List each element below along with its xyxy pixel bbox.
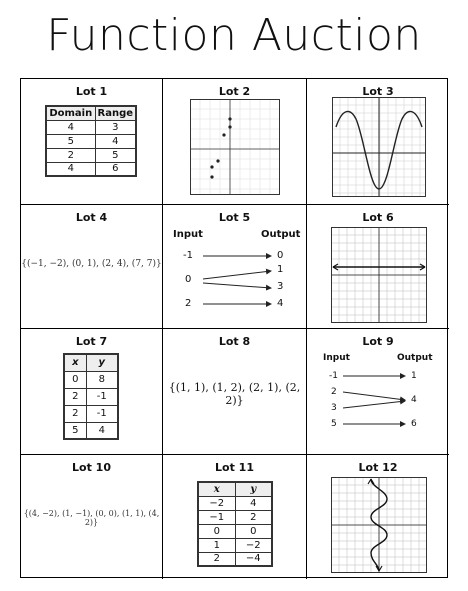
input-value: 2 xyxy=(331,387,337,397)
table-cell: 8 xyxy=(86,371,118,388)
lot-8-set: {(1, 1), (1, 2), (2, 1), (2, 2)} xyxy=(168,381,301,407)
lot-1-table xyxy=(45,105,137,177)
page-title: Function Auction xyxy=(46,10,422,61)
lot-9-mapping-arrows xyxy=(307,329,449,455)
table-cell: 2 xyxy=(46,148,95,162)
lot-12-label: Lot 12 xyxy=(358,461,398,474)
input-value: -1 xyxy=(183,250,193,261)
table-cell: 4 xyxy=(235,496,272,510)
lot-5-mapping-arrows xyxy=(163,205,307,329)
lot-12-curve-graph xyxy=(331,477,427,573)
table-header: y xyxy=(235,482,272,496)
table-cell: 4 xyxy=(46,120,95,134)
table-cell: 0 xyxy=(198,524,235,538)
lot-3-cell xyxy=(307,79,449,205)
table-cell: 5 xyxy=(46,134,95,148)
lot-6-line-graph xyxy=(331,227,427,323)
table-header: x xyxy=(64,354,86,371)
lot-2-scatter-graph xyxy=(190,99,280,195)
lot-2-cell xyxy=(163,79,307,205)
lot-11-label: Lot 11 xyxy=(215,461,254,474)
output-value: 1 xyxy=(411,371,417,381)
table-cell: 4 xyxy=(46,162,95,176)
input-header: Input xyxy=(323,353,350,363)
lot-12-cell xyxy=(307,455,449,579)
output-header: Output xyxy=(261,229,301,240)
table-cell: 3 xyxy=(95,120,136,134)
table-cell: 2 xyxy=(198,552,235,566)
table-cell: 6 xyxy=(95,162,136,176)
lot-7-label: Lot 7 xyxy=(75,335,108,348)
lot-11-cell xyxy=(163,455,307,579)
table-cell: 5 xyxy=(64,422,86,439)
input-value: -1 xyxy=(329,371,338,381)
lot-9-cell xyxy=(307,329,449,455)
table-cell: 2 xyxy=(235,510,272,524)
table-cell: -1 xyxy=(86,388,118,405)
table-header: x xyxy=(198,482,235,496)
table-header: y xyxy=(86,354,118,371)
lot-10-label: Lot 10 xyxy=(72,461,111,474)
table-cell: 5 xyxy=(95,148,136,162)
table-cell: -1 xyxy=(86,405,118,422)
table-cell: 0 xyxy=(235,524,272,538)
output-value: 4 xyxy=(277,298,284,309)
lot-1-cell xyxy=(21,79,163,205)
lot-5-cell xyxy=(163,205,307,329)
table-cell: 2 xyxy=(64,388,86,405)
table-cell: −1 xyxy=(198,510,235,524)
lot-2-label: Lot 2 xyxy=(218,85,251,98)
lot-4-set: {(−1, −2), (0, 1), (2, 4), (7, 7)} xyxy=(21,259,162,269)
table-cell: 0 xyxy=(64,371,86,388)
table-cell: −2 xyxy=(235,538,272,552)
lot-11-table xyxy=(197,481,273,567)
output-value: 6 xyxy=(411,419,417,429)
lot-8-cell xyxy=(163,329,307,455)
table-header: Range xyxy=(95,106,136,120)
lot-4-label: Lot 4 xyxy=(75,211,108,224)
lot-5-label: Lot 5 xyxy=(218,211,251,224)
input-value: 0 xyxy=(185,274,192,285)
lot-7-cell xyxy=(21,329,163,455)
lot-10-cell xyxy=(21,455,163,579)
table-cell: 4 xyxy=(95,134,136,148)
lot-7-table xyxy=(63,353,119,440)
lot-4-cell xyxy=(21,205,163,329)
table-cell: 1 xyxy=(198,538,235,552)
input-value: 3 xyxy=(331,403,337,413)
table-cell: −2 xyxy=(198,496,235,510)
input-header: Input xyxy=(173,229,203,240)
lot-3-label: Lot 3 xyxy=(362,85,394,98)
input-value: 2 xyxy=(185,298,192,309)
lot-8-label: Lot 8 xyxy=(218,335,251,348)
lot-9-label: Lot 9 xyxy=(362,335,394,348)
table-cell: 4 xyxy=(86,422,118,439)
output-value: 4 xyxy=(411,395,417,405)
lot-10-set: {(4, −2), (1, −1), (0, 0), (1, 1), (4, 2)} xyxy=(23,509,160,527)
output-value: 1 xyxy=(277,264,284,275)
lot-6-label: Lot 6 xyxy=(362,211,394,224)
lots-grid xyxy=(20,78,448,578)
input-value: 5 xyxy=(331,419,337,429)
output-value: 3 xyxy=(277,281,284,292)
lot-6-cell xyxy=(307,205,449,329)
lot-1-label: Lot 1 xyxy=(75,85,108,98)
table-cell: −4 xyxy=(235,552,272,566)
output-value: 0 xyxy=(277,250,284,261)
lot-3-sine-graph xyxy=(332,97,426,197)
output-header: Output xyxy=(397,353,433,363)
table-cell: 2 xyxy=(64,405,86,422)
table-header: Domain xyxy=(46,106,95,120)
